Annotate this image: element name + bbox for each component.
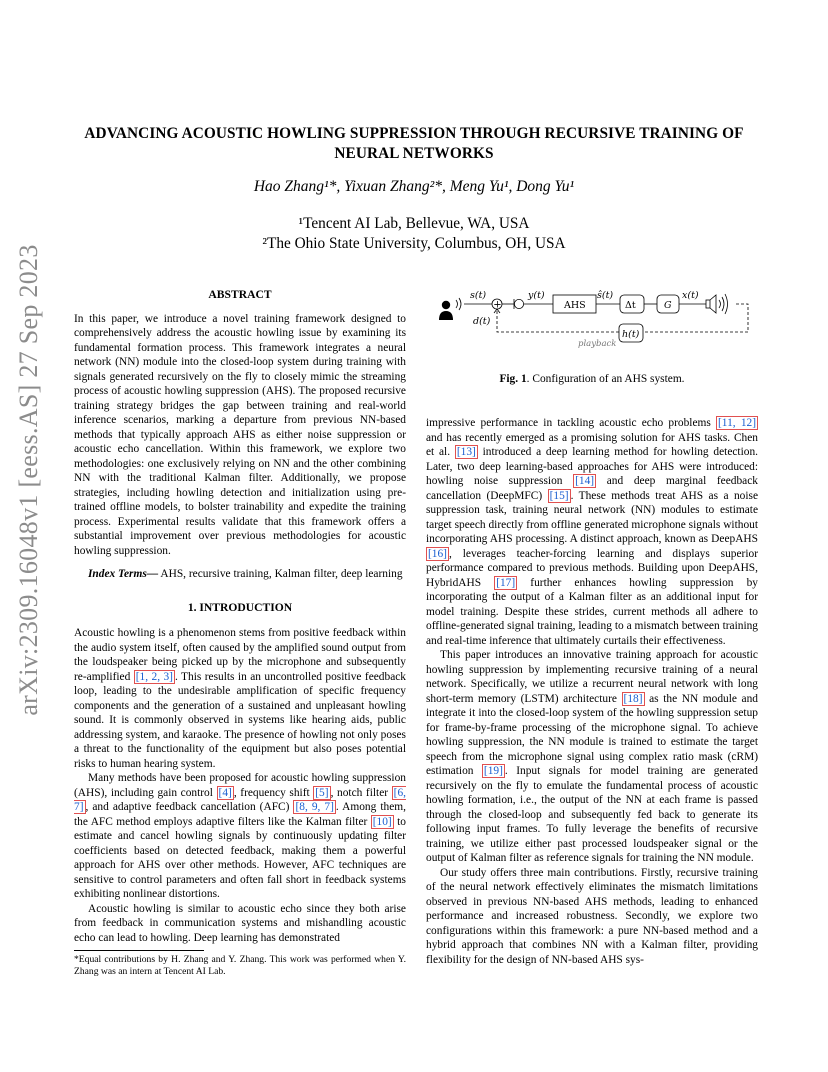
- arxiv-stamp: arXiv:2309.16048v1 [eess.AS] 27 Sep 2023: [14, 244, 43, 716]
- label-delay: Δt: [625, 300, 636, 311]
- footnote: *Equal contributions by H. Zhang and Y. Zhang. This work was performed when Y. Zhang was an intern at Tencent AI Lab.: [74, 954, 406, 977]
- citation-link[interactable]: [14]: [575, 475, 595, 487]
- affiliation-1: ¹Tencent AI Lab, Bellevue, WA, USA: [298, 215, 530, 232]
- ahs-diagram: [430, 282, 760, 352]
- right-column: [426, 416, 758, 967]
- citation-link[interactable]: [15]: [549, 489, 569, 502]
- index-terms: [74, 567, 406, 582]
- intro-paragraph-1: Acoustic howling is a phenomenon stems from positive feedback within the audio system itself, often caused by the amplified sound output from the loudspeaker being picked up by the microphone and subsequently re-amplified [1, 2, 3] . This results in an uncontrolled positive feedback loop, leading to the undesirable amplification of specific frequency components and the generation of a sustained and unpleasant howling sound. It is commonly observed in systems like hearing aids, public addressing system, and karaoke. The presence of howling not only poses a threat to the functionality of the equipment but also poses potential risks to human hearing system.: [74, 627, 407, 770]
- citation-link[interactable]: [4]: [218, 786, 232, 799]
- figure-caption: [426, 373, 758, 385]
- label-shat: ŝ(t): [597, 290, 614, 301]
- microphone-icon: [502, 299, 524, 309]
- citation-link[interactable]: [17]: [496, 576, 516, 589]
- citation-link[interactable]: [8, 9, 7]: [295, 801, 334, 813]
- label-playback: playback: [578, 339, 617, 349]
- talker-icon: [439, 298, 461, 320]
- right-paragraph-1: impressive performance in tackling acoustic echo problems [11, 12] and has recently emerged as a promising solution for AHS tasks. Chen et al. [13] introduced a deep learning method for howling detection. Later, two deep learning-based approaches for AHS were introduced: howling noise suppression [14] and deep marginal feedback cancellation (DeepMFC) [15] . These methods treat AHS as a noise suppression task, training neural network (NN) modules to estimate target speech directly from offline generated microphone signals without incorporating AHS processing. A distinct approach, known as DeepAHS [16] , leverages teacher-forcing learning and displays superior performance compared to previous methods. Building upon DeepAHS, HybridAHS [17] further enhances howling suppression by incorporating the output of a Kalman filter as an additional input for model training. Despite these strides, current methods all adhere to offline-generated signal training, leading to a mismatch between training and real-time inference that ultimately curtails their effectiveness.: [426, 417, 759, 647]
- right-paragraph-3: Our study offers three main contributions. Firstly, recursive training of the neural network effectively eliminates the mismatch limitations observed in previous NN-based AHS methods, leading to enhanced performance and increased robustness. Secondly, we explore two configurations within this framework: a pure NN-based method and a hybrid approach that combines NN with a Kalman filter, providing flexibility for the design of NN-based AHS sys-: [426, 866, 758, 966]
- abstract-heading: ABSTRACT: [208, 288, 272, 301]
- citation-link[interactable]: [1, 2, 3]: [135, 670, 173, 683]
- label-d: d(t): [473, 316, 491, 327]
- label-ahs: AHS: [564, 300, 586, 311]
- author-list: Hao Zhang¹*, Yixuan Zhang²*, Meng Yu¹, Dong Yu¹: [253, 178, 575, 195]
- citation-link[interactable]: [5]: [315, 786, 329, 799]
- label-gain: G: [664, 300, 672, 311]
- citation-link[interactable]: [18]: [623, 692, 643, 705]
- citation-link[interactable]: [11, 12]: [718, 417, 756, 429]
- intro-paragraph-2: Many methods have been proposed for acoustic howling suppression (AHS), including gain control [4] , frequency shift [5] , notch filter [6, 7] , and adaptive feedback cancellation (AFC) [8, 9, 7] . Among them, the AFC method employs adaptive filters like the Kalman filter [10] to estimate and cancel howling signals by continuously updating filter coefficients based on detected feedback, making them a powerful approach for AHS over other methods. However, AFC techniques are sensitive to control parameters and often fall short in feedback systems exhibiting nonlinear distortions.: [74, 772, 406, 900]
- label-y: y(t): [528, 290, 545, 301]
- label-s: s(t): [470, 290, 487, 301]
- abstract-text: In this paper, we introduce a novel training framework designed to comprehensively address the acoustic howling issue by examining its fundamental formation process. This framework integrates a neural network (NN) module into the closed-loop system during training with signals generated recursively on the fly to closely mimic the streaming process of acoustic howling suppression (AHS). The proposed recursive training strategy bridges the gap between training and real-world inference scenarios, marking a departure from previous NN-based methods that typically approach AHS as either noise suppression or acoustic echo cancellation. Within this framework, we explore two methodologies: one exclusively relying on NN and the other combining NN with the traditional Kalman filter. Additionally, we propose strategies, including howling detection and initialization using pre-trained offline models, to bolster trainability and expedite the training process. Experimental results validate that this framework offers a substantial improvement over previous methodologies for acoustic howling suppression.: [74, 312, 406, 557]
- intro-heading: 1. INTRODUCTION: [187, 600, 293, 614]
- label-x: x(t): [682, 290, 699, 301]
- paper-title: ADVANCING ACOUSTIC HOWLING SUPPRESSION THROUGH RECURSIVE TRAINING OF NEURAL NETWORKS: [84, 125, 744, 162]
- label-plus: +: [493, 299, 502, 311]
- footnote-rule: [74, 950, 204, 951]
- citation-link[interactable]: [13]: [456, 446, 476, 458]
- figure-label: Fig. 1: [499, 373, 527, 385]
- intro-paragraph-3: Acoustic howling is similar to acoustic echo since they both arise from feedback in communication systems and mishandling acoustic echo can lead to howling. Deep learning has demonstrated: [74, 902, 406, 944]
- citation-link[interactable]: [16]: [428, 547, 447, 560]
- index-terms-text: AHS, recursive training, Kalman filter, deep learning: [158, 568, 403, 580]
- loudspeaker-icon: [706, 294, 728, 314]
- left-column: [74, 288, 406, 945]
- affiliation-2: ²The Ohio State University, Columbus, OH, USA: [262, 235, 566, 252]
- citation-link[interactable]: [19]: [483, 765, 503, 777]
- index-terms-label: Index Terms—: [88, 568, 159, 580]
- citation-link[interactable]: [10]: [372, 815, 392, 828]
- right-paragraph-2: This paper introduces an innovative training approach for acoustic howling suppression by implementing recursive training of a neural network. Specifically, we utilize a recurrent neural network with long short-term memory (LSTM) architecture [18] as the NN module and integrate it into the closed-loop system of the howling suppression setup for frame-by-frame processing of the microphone signal. To achieve howling suppression, the NN module is trained to estimate the target speech from the microphone signal using complex ratio mask (cRM) estimation [19] . Input signals for model training are generated recursively on the fly to emulate the fundamental process of acoustic howling formation, i.e., the output of the NN at each frame is passed through the closed-loop and subsequently fed back to generate its following input frames. To fully leverage the benefits of recursive training, we utilize either past processed loudspeaker signal or the output of Kalman filter as reference signals for training the NN module.: [426, 649, 758, 864]
- figure-caption-text: . Configuration of an AHS system.: [526, 373, 685, 385]
- label-h: h(t): [622, 329, 640, 340]
- citation-link[interactable]: [6, 7]: [74, 786, 406, 813]
